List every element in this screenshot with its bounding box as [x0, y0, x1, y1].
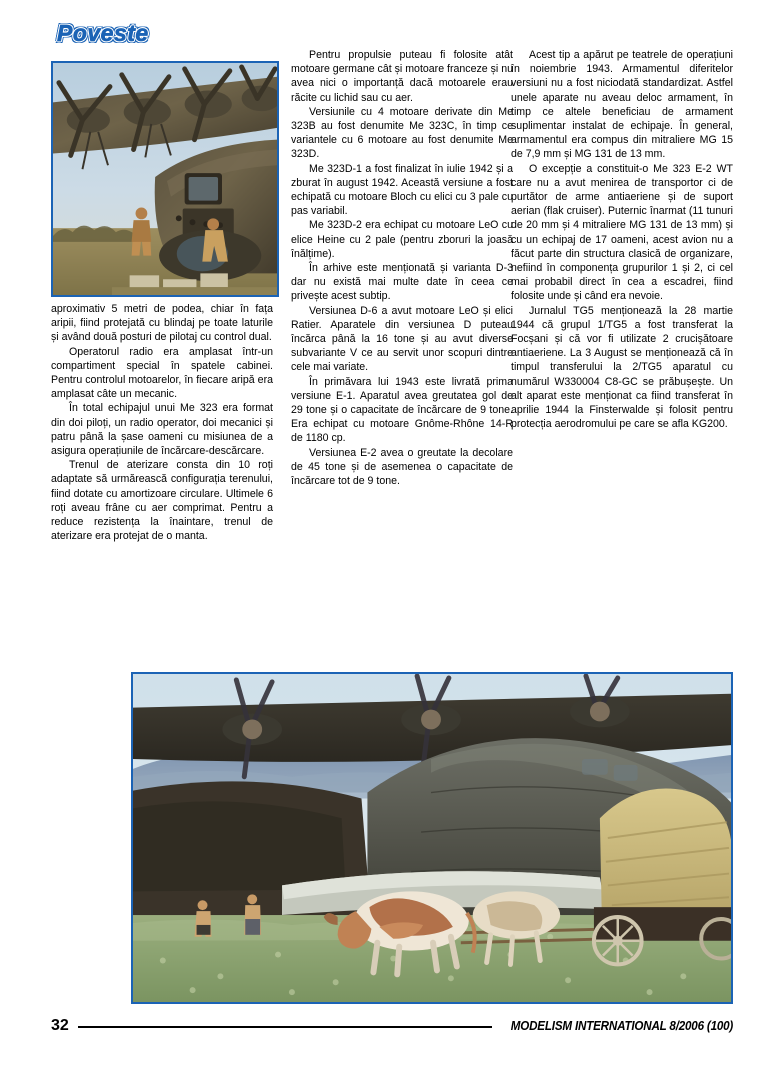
page-title: Poveste: [57, 20, 149, 46]
text-column-2: [291, 48, 513, 488]
photo-me323-field: [131, 672, 733, 1004]
publication-name: MODELISM INTERNATIONAL 8/2006 (100): [510, 1019, 733, 1033]
page-number: 32: [51, 1017, 69, 1034]
paragraph: Me 323D-2 era echipat cu motoare LeO cu elice Heine cu 2 pale (pentru zboruri la joasă înălțime).: [291, 219, 513, 260]
paragraph: Versiunea E-2 avea o greutate la decolare de 45 tone și de asemenea o capacitate de încărcare tot de 9 tone.: [291, 446, 513, 488]
paragraph: În arhive este menționată și varianta D-3 dar nu există mai multe date în ceea ce privește acest subtip.: [291, 262, 513, 303]
text-column-3: [511, 48, 733, 431]
paragraph: Operatorul radio era amplasat într-un compartiment special în spatele cabinei. Pentru controlul motoarelor, în fiecare aripă era amplasat câte un mecanic.: [51, 345, 273, 401]
paragraph: Me 323D-1 a fost finalizat în iulie 1942 și a zburat în august 1942. Această versiune a fost echipată cu motoare Bloch cu elici cu 3 pale cu pas variabil.: [291, 162, 513, 218]
text-column-1: [51, 302, 273, 543]
paragraph: Trenul de aterizare consta din 10 roți adaptate să urmărească configurația terenului, fiind dotate cu amortizoare circulare. Ultimele 6 roți aveau frâne cu aer comprimat. Pentru a reduce rezistența la înaintare, trenul de aterizare era protejat de o manta.: [51, 459, 273, 543]
paragraph: aproximativ 5 metri de podea, chiar în fața aripii, fiind protejată cu blindaj pe toate laturile și având două posturi de pilotaj cu control dual.: [51, 303, 273, 344]
paragraph: Jurnalul TG5 menționează la 28 martie 1944 că grupul 1/TG5 a fost transferat la Focșani și că vor fi utilizate 2 crucișătoare antiaeriene. La 3 August se menționează că în timpul transferului la 2/TG5 aparatul cu numărul W330004 C8-GC se prăbușește. Un alt aparat este menționat ca fiind transferat în aprilie 1944 la Finsterwalde și folosit pentru protecția aerodromului pe care se afla KG200.: [511, 304, 733, 431]
paragraph: Pentru propulsie puteau fi folosite atât motoare germane cât și motoare franceze și nu avea nici o importanță dacă motoarele erau răcite cu lichid sau cu aer.: [291, 49, 513, 104]
paragraph: Versiunile cu 4 motoare derivate din Me 323B au fost denumite Me 323C, în timp ce variantele cu 6 motoare au fost denumite Me 323D.: [291, 105, 513, 161]
page-footer: [51, 1014, 733, 1038]
photo-me323-nose-image: [53, 63, 277, 295]
paragraph: În primăvara lui 1943 este livrată prima versiune E-1. Aparatul avea greutatea gol de 29 tone și o capacitate de încărcare de 9 tone. Era echipat cu motoare Gnôme-Rhône 14-R de 1180 cp.: [291, 375, 513, 445]
paragraph: În total echipajul unui Me 323 era format din doi piloți, un radio operator, doi mecanici și patru până la șase oameni cu misiunea de a asigura operațiunile de încărcare-descărcare.: [51, 402, 273, 458]
paragraph: Acest tip a apărut pe teatrele de operațiuni în noiembrie 1943. Armamentul diferitelor versiuni nu a fost niciodată standardizat. Astfel unele aparate nu aveau deloc armament, în timp ce altele beneficiau de armament suplimentar instalat de echipaje. În general, armamentul era compus din mitraliere MG 15 de 7,9 mm și MG 131 de 13 mm.: [511, 49, 733, 161]
footer-divider: [78, 1026, 492, 1028]
photo-me323-nose: [51, 61, 279, 297]
paragraph: Versiunea D-6 a avut motoare LeO și elici Ratier. Aparatele din versiunea D puteau încărca până la 16 tone și au avut diverse subvariante V ce au servit unor scopuri dintre cele mai variate.: [291, 304, 513, 374]
paragraph: O excepție a constituit-o Me 323 E-2 WT care nu a avut menirea de transportor ci de purtător de arme antiaeriene și de suport aerian (flak cruiser). Puternic înarmat (11 tunuri de 20 mm și 4 mitraliere MG 131 de 13 mm) și cu un echipaj de 17 oameni, acest avion nu a făcut parte din structura clasică de organizare, nefiind în componența grupurilor 1 și 2, ci cel mai probabil direct în cea a escadrei, fiind folosite unde și când era nevoie.: [511, 162, 733, 303]
photo-me323-field-image: [133, 674, 731, 1002]
